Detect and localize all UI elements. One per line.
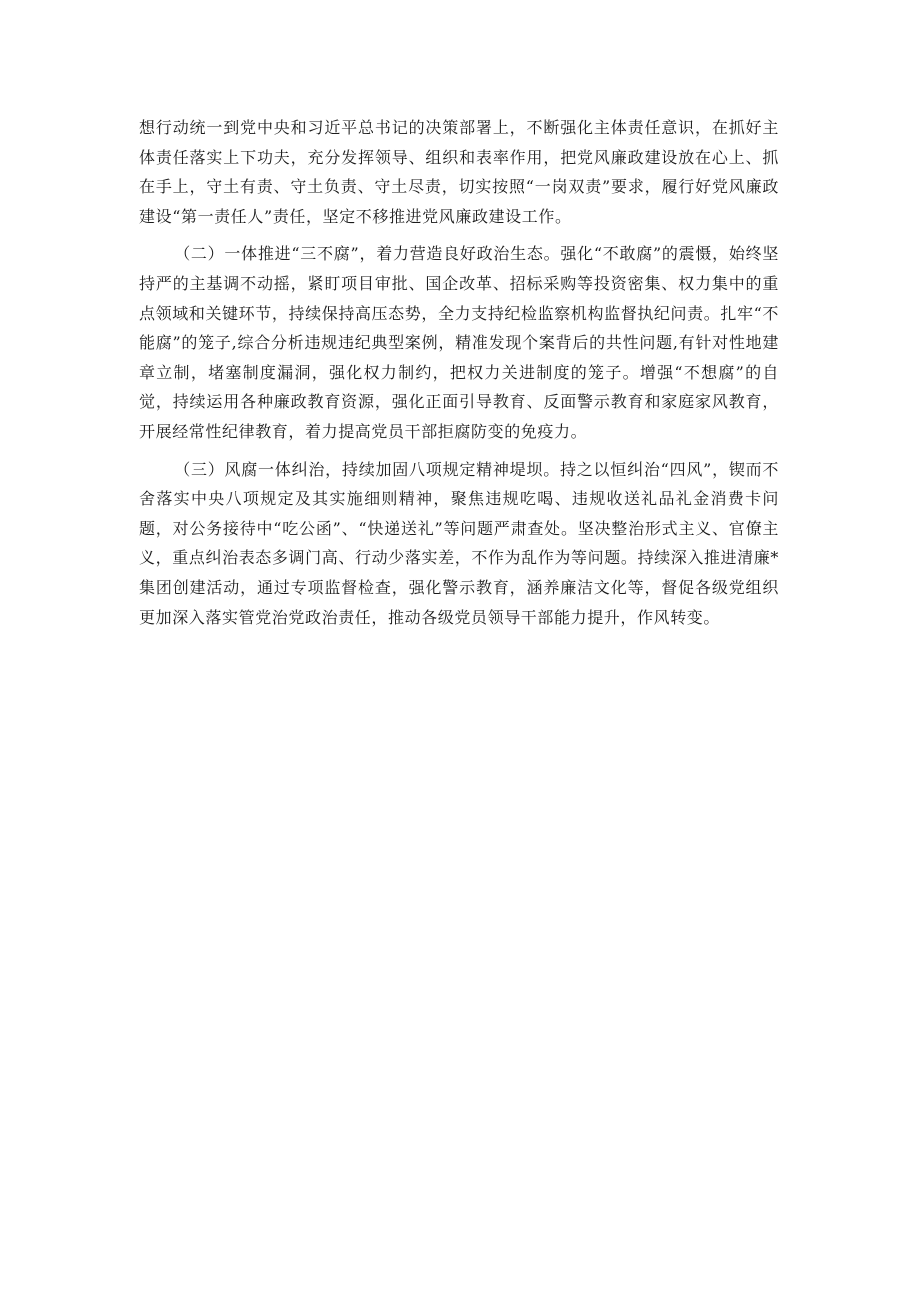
paragraph-section-two: （二）一体推进“三不腐”，着力营造良好政治生态。强化“不敢腐”的震慑，始终坚持严的主基调不动摇，紧盯项目审批、国企改革、招标采购等投资密集、权力集中的重点领域和关键环节，持续保持高压态势，全力支持纪检监察机构监督执纪问责。扎牢“不能腐”的笼子,综合分析违规违纪典型案例，精准发现个案背后的共性问题,有针对性地建章立制，堵塞制度漏洞，强化权力制约，把权力关进制度的笼子。增强“不想腐”的自觉，持续运用各种廉政教育资源，强化正面引导教育、反面警示教育和家庭家风教育，开展经常性纪律教育，着力提高党员干部拒腐防变的免疫力。 bbox=[139, 244, 779, 441]
paragraph-continuation: 想行动统一到党中央和习近平总书记的决策部署上，不断强化主体责任意识，在抓好主体责任落实上下功夫，充分发挥领导、组织和表率作用，把党风廉政建设放在心上、抓在手上，守土有责、守土负责、守土尽责，切实按照“一岗双责”要求，履行好党风廉政建设“第一责任人”责任，坚定不移推进党风廉政建设工作。 bbox=[139, 118, 779, 226]
paragraph-section-three: （三）风腐一体纠治，持续加固八项规定精神堤坝。持之以恒纠治“四风”，锲而不舍落实中央八项规定及其实施细则精神，聚焦违规吃喝、违规收送礼品礼金消费卡问题，对公务接待中“吃公函”、“快递送礼”等问题严肃查处。坚决整治形式主义、官僚主义，重点纠治表态多调门高、行动少落实差，不作为乱作为等问题。持续深入推进清廉*集团创建活动，通过专项监督检查，强化警示教育，涵养廉洁文化等，督促各级党组织更加深入落实管党治党政治责任，推动各级党员领导干部能力提升，作风转变。 bbox=[139, 459, 779, 627]
document-body bbox=[139, 113, 779, 640]
